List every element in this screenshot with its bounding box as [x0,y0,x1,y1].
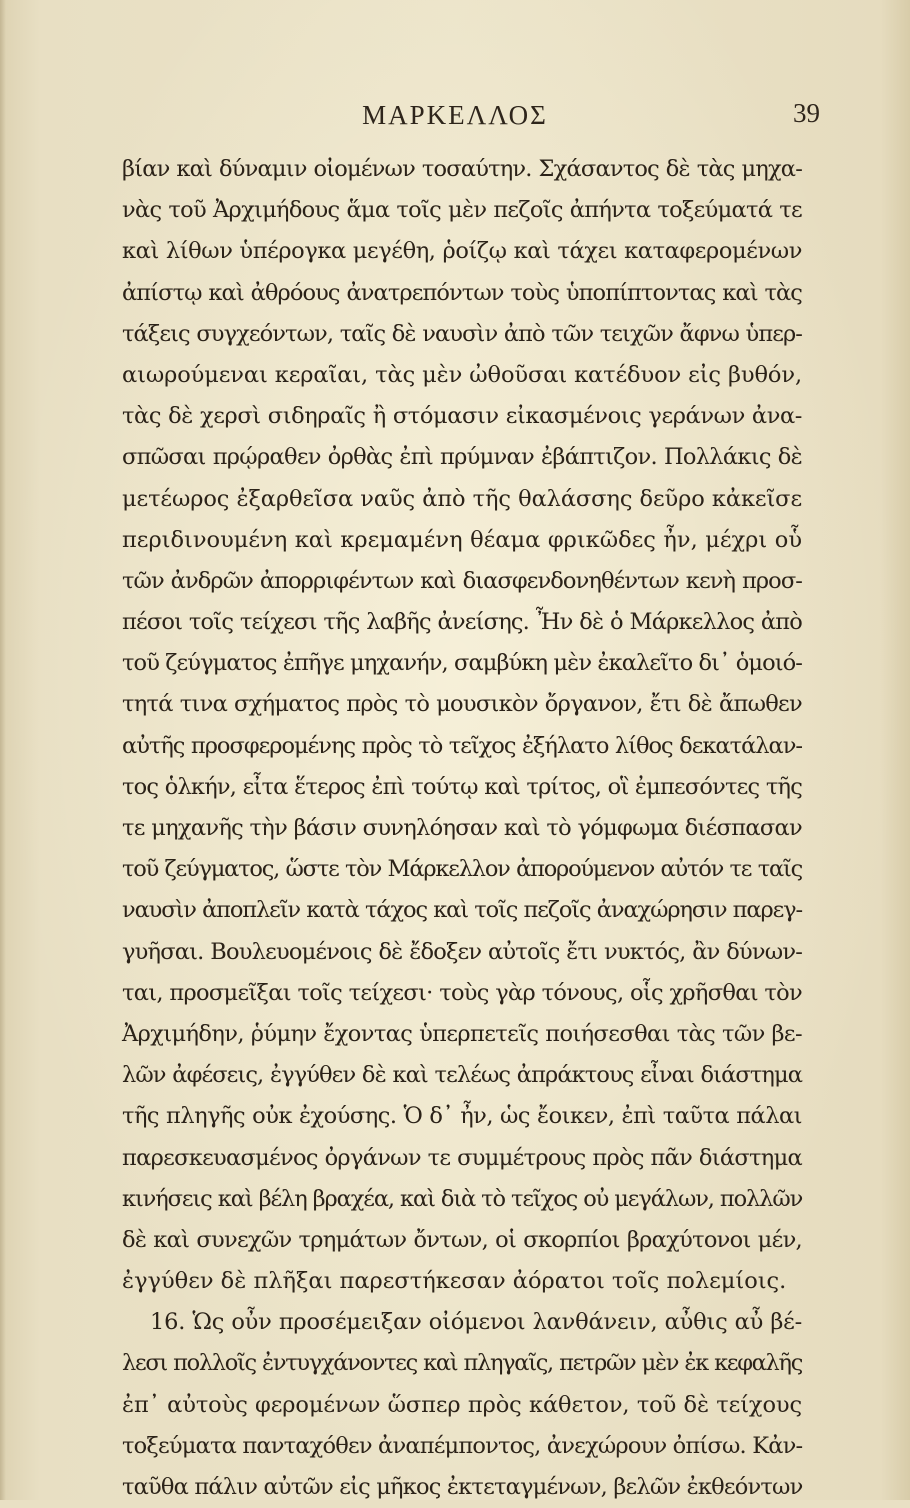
text-line: τοξεύματα πανταχόθεν ἀναπέμποντος, ἀνεχώρουν ὀπίσω. Κἀν- [122,1432,803,1459]
text-line: πέσοι τοῖς τείχεσι τῆς λαβῆς ἀνείσης. Ἦν δὲ ὁ Μάρκελλος ἀπὸ [122,609,802,636]
text-line: ἀπίστῳ καὶ ἀθρόους ἀνατρεπόντων τοὺς ὑποπίπτοντας καὶ τὰς [122,279,802,306]
text-line: λεσι πολλοῖς ἐντυγχάνοντες καὶ πληγαῖς, πετρῶν μὲν ἐκ κεφαλῆς [122,1350,802,1377]
text-line: τος ὁλκήν, εἶτα ἕτερος ἐπὶ τούτῳ καὶ τρίτος, οἳ ἐμπεσόντες τῆς [122,773,802,800]
text-line: ταῦθα πάλιν αὐτῶν εἰς μῆκος ἐκτεταγμένων, βελῶν ἐκθεόντων [122,1474,803,1500]
body-text [122,149,802,1508]
text-line: τε μηχανῆς τὴν βάσιν συνηλόησαν καὶ τὸ γόμφωμα διέσπασαν [122,815,802,841]
text-line: Ἀρχιμήδην, ῥύμην ἔχοντας ὑπερπετεῖς ποιήσεσθαι τὰς τῶν βε- [122,1020,802,1047]
text-line: αιωρούμεναι κεραῖαι, τὰς μὲν ὠθοῦσαι κατέδυον εἰς βυθόν, [122,361,802,388]
text-line: καὶ λίθων ὑπέρογκα μεγέθη, ῥοίζῳ καὶ τάχει καταφερομένων [122,238,802,265]
text-line: σπῶσαι πρῴραθεν ὀρθὰς ἐπὶ πρύμναν ἐβάπτιζον. Πολλάκις δὲ [122,444,802,471]
text-line: τῶν ἀνδρῶν ἀπορριφέντων καὶ διασφενδονηθέντων κενὴ προσ- [122,567,802,594]
running-title: ΜΑΡΚΕΛΛΟΣ [362,100,548,130]
text-line: ἐπ᾿ αὐτοὺς φερομένων ὥσπερ πρὸς κάθετον, τοῦ δὲ τείχους [122,1391,802,1418]
text-line: τῆς πληγῆς οὐκ ἐχούσης. Ὁ δ᾿ ἦν, ὡς ἔοικεν, ἐπὶ ταῦτα πάλαι [122,1103,802,1130]
section-16-start-line: 16. Ὡς οὖν προσέμειξαν οἰόμενοι λανθάνειν, αὖθις αὖ βέ- [150,1309,802,1336]
text-line: γυῆσαι. Βουλευομένοις δὲ ἔδοξεν αὐτοῖς ἔτι νυκτός, ἂν δύνων- [122,938,802,965]
text-line: τοῦ ζεύγματος, ὥστε τὸν Μάρκελλον ἀπορούμενον αὐτόν τε ταῖς [122,856,802,883]
text-line: κινήσεις καὶ βέλη βραχέα, καὶ διὰ τὸ τεῖχος οὐ μεγάλων, πολλῶν [122,1185,803,1212]
text-line: νὰς τοῦ Ἀρχιμήδους ἅμα τοῖς μὲν πεζοῖς ἀπήντα τοξεύματά τε [122,197,802,224]
page-edge-shadow [0,0,6,1500]
paragraph-end-line: ἐγγύθεν δὲ πλῆξαι παρεστήκεσαν ἀόρατοι τοῖς πολεμίοις. [122,1268,787,1295]
text-line: τητά τινα σχήματος πρὸς τὸ μουσικὸν ὄργανον, ἔτι δὲ ἄπωθεν [122,691,802,718]
page-number: 39 [793,98,820,128]
text-line: τοῦ ζεύγματος ἐπῆγε μηχανήν, σαμβύκη μὲν ἐκαλεῖτο δι᾿ ὁμοιό- [122,650,802,677]
text-line: τὰς δὲ χερσὶ σιδηραῖς ἢ στόμασιν εἰκασμένοις γεράνων ἀνα- [122,403,802,430]
text-line: ται, προσμεῖξαι τοῖς τείχεσι· τοὺς γὰρ τόνους, οἷς χρῆσθαι τὸν [122,979,802,1006]
text-line: μετέωρος ἐξαρθεῖσα ναῦς ἀπὸ τῆς θαλάσσης δεῦρο κἀκεῖσε [122,485,802,512]
text-line: περιδινουμένη καὶ κρεμαμένη θέαμα φρικῶδες ἦν, μέχρι οὗ [122,526,802,553]
text-line: ναυσὶν ἀποπλεῖν κατὰ τάχος καὶ τοῖς πεζοῖς ἀναχώρησιν παρεγ- [122,897,802,924]
text-line: βίαν καὶ δύναμιν οἰομένων τοσαύτην. Σχάσαντος δὲ τὰς μηχα- [122,156,802,182]
text-line: αὐτῆς προσφερομένης πρὸς τὸ τεῖχος ἐξήλατο λίθος δεκατάλαν- [122,732,802,759]
page-header [0,100,910,140]
text-line: παρεσκευασμένος ὀργάνων τε συμμέτρους πρὸς πᾶν διάστημα [122,1144,802,1171]
text-line: τάξεις συγχεόντων, ταῖς δὲ ναυσὶν ἀπὸ τῶν τειχῶν ἄφνω ὑπερ- [122,320,802,347]
text-line: δὲ καὶ συνεχῶν τρημάτων ὄντων, οἱ σκορπίοι βραχύτονοι μέν, [122,1226,802,1253]
text-line: λῶν ἀφέσεις, ἐγγύθεν δὲ καὶ τελέως ἀπράκτους εἶναι διάστημα [122,1062,802,1089]
